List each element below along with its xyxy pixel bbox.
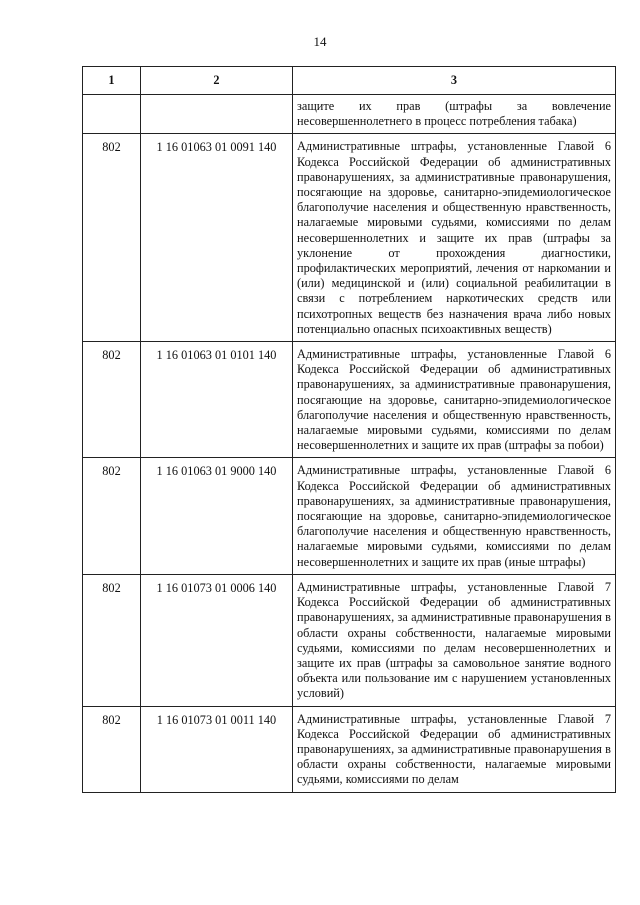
kbk-code-cell: 1 16 01063 01 9000 140: [141, 458, 293, 574]
table-row: [83, 706, 616, 792]
header-col-2: 2: [141, 67, 293, 95]
kbk-code-cell: 1 16 01073 01 0011 140: [141, 706, 293, 792]
description-cell: Административные штрафы, установленные Главой 7 Кодекса Российской Федерации об административных правонарушениях, за административные правонарушения в области охраны собственности, налагаемые мировыми судьями, комиссиями по делам несовершеннолетних и защите их прав (штрафы за самовольное занятие водного объекта или пользование им с нарушением установленных условий): [293, 574, 616, 706]
description-cell: Административные штрафы, установленные Главой 7 Кодекса Российской Федерации об административных правонарушениях, за административные правонарушения в области охраны собственности, налагаемые мировыми судьями, комиссиями по делам: [293, 706, 616, 792]
kbk-code-cell: [141, 95, 293, 134]
description-cell: защите их прав (штрафы за вовлечение несовершеннолетнего в процесс потребления табака): [293, 95, 616, 134]
kbk-code-cell: 1 16 01063 01 0091 140: [141, 134, 293, 342]
header-col-3: 3: [293, 67, 616, 95]
kbk-code-cell: 1 16 01073 01 0006 140: [141, 574, 293, 706]
admin-code-cell: 802: [83, 706, 141, 792]
header-col-1: 1: [83, 67, 141, 95]
description-cell: Административные штрафы, установленные Главой 6 Кодекса Российской Федерации об административных правонарушениях, за административные правонарушения, посягающие на здоровье, санитарно-эпидемиологическое благополучие населения и общественную нравственность, налагаемые мировыми судьями, комиссиями по делам несовершеннолетних и защите их прав (штрафы за уклонение от прохождения диагностики, профилактических мероприятий, лечения от наркомании и (или) медицинской и (или) социальной реабилитации в связи с потреблением наркотических средств или психотропных веществ без назначения врача либо новых потенциально опасных психоактивных веществ): [293, 134, 616, 342]
description-cell: Административные штрафы, установленные Главой 6 Кодекса Российской Федерации об административных правонарушениях, за административные правонарушения, посягающие на здоровье, санитарно-эпидемиологическое благополучие населения и общественную нравственность, налагаемые мировыми судьями, комиссиями по делам несовершеннолетних и защите их прав (штрафы за побои): [293, 342, 616, 458]
table-row: [83, 95, 616, 134]
table-header-row: [83, 67, 616, 95]
admin-code-cell: [83, 95, 141, 134]
page-number: 14: [313, 34, 327, 49]
table-row: [83, 342, 616, 458]
admin-code-cell: 802: [83, 574, 141, 706]
table-row: [83, 458, 616, 574]
table-row: [83, 574, 616, 706]
admin-code-cell: 802: [83, 458, 141, 574]
kbk-code-cell: 1 16 01063 01 0101 140: [141, 342, 293, 458]
classification-table: [82, 66, 616, 793]
admin-code-cell: 802: [83, 134, 141, 342]
table-row: [83, 134, 616, 342]
description-cell: Административные штрафы, установленные Главой 6 Кодекса Российской Федерации об административных правонарушениях, за административные правонарушения, посягающие на здоровье, санитарно-эпидемиологическое благополучие населения и общественную нравственность, налагаемые мировыми судьями, комиссиями по делам несовершеннолетних и защите их прав (иные штрафы): [293, 458, 616, 574]
admin-code-cell: 802: [83, 342, 141, 458]
